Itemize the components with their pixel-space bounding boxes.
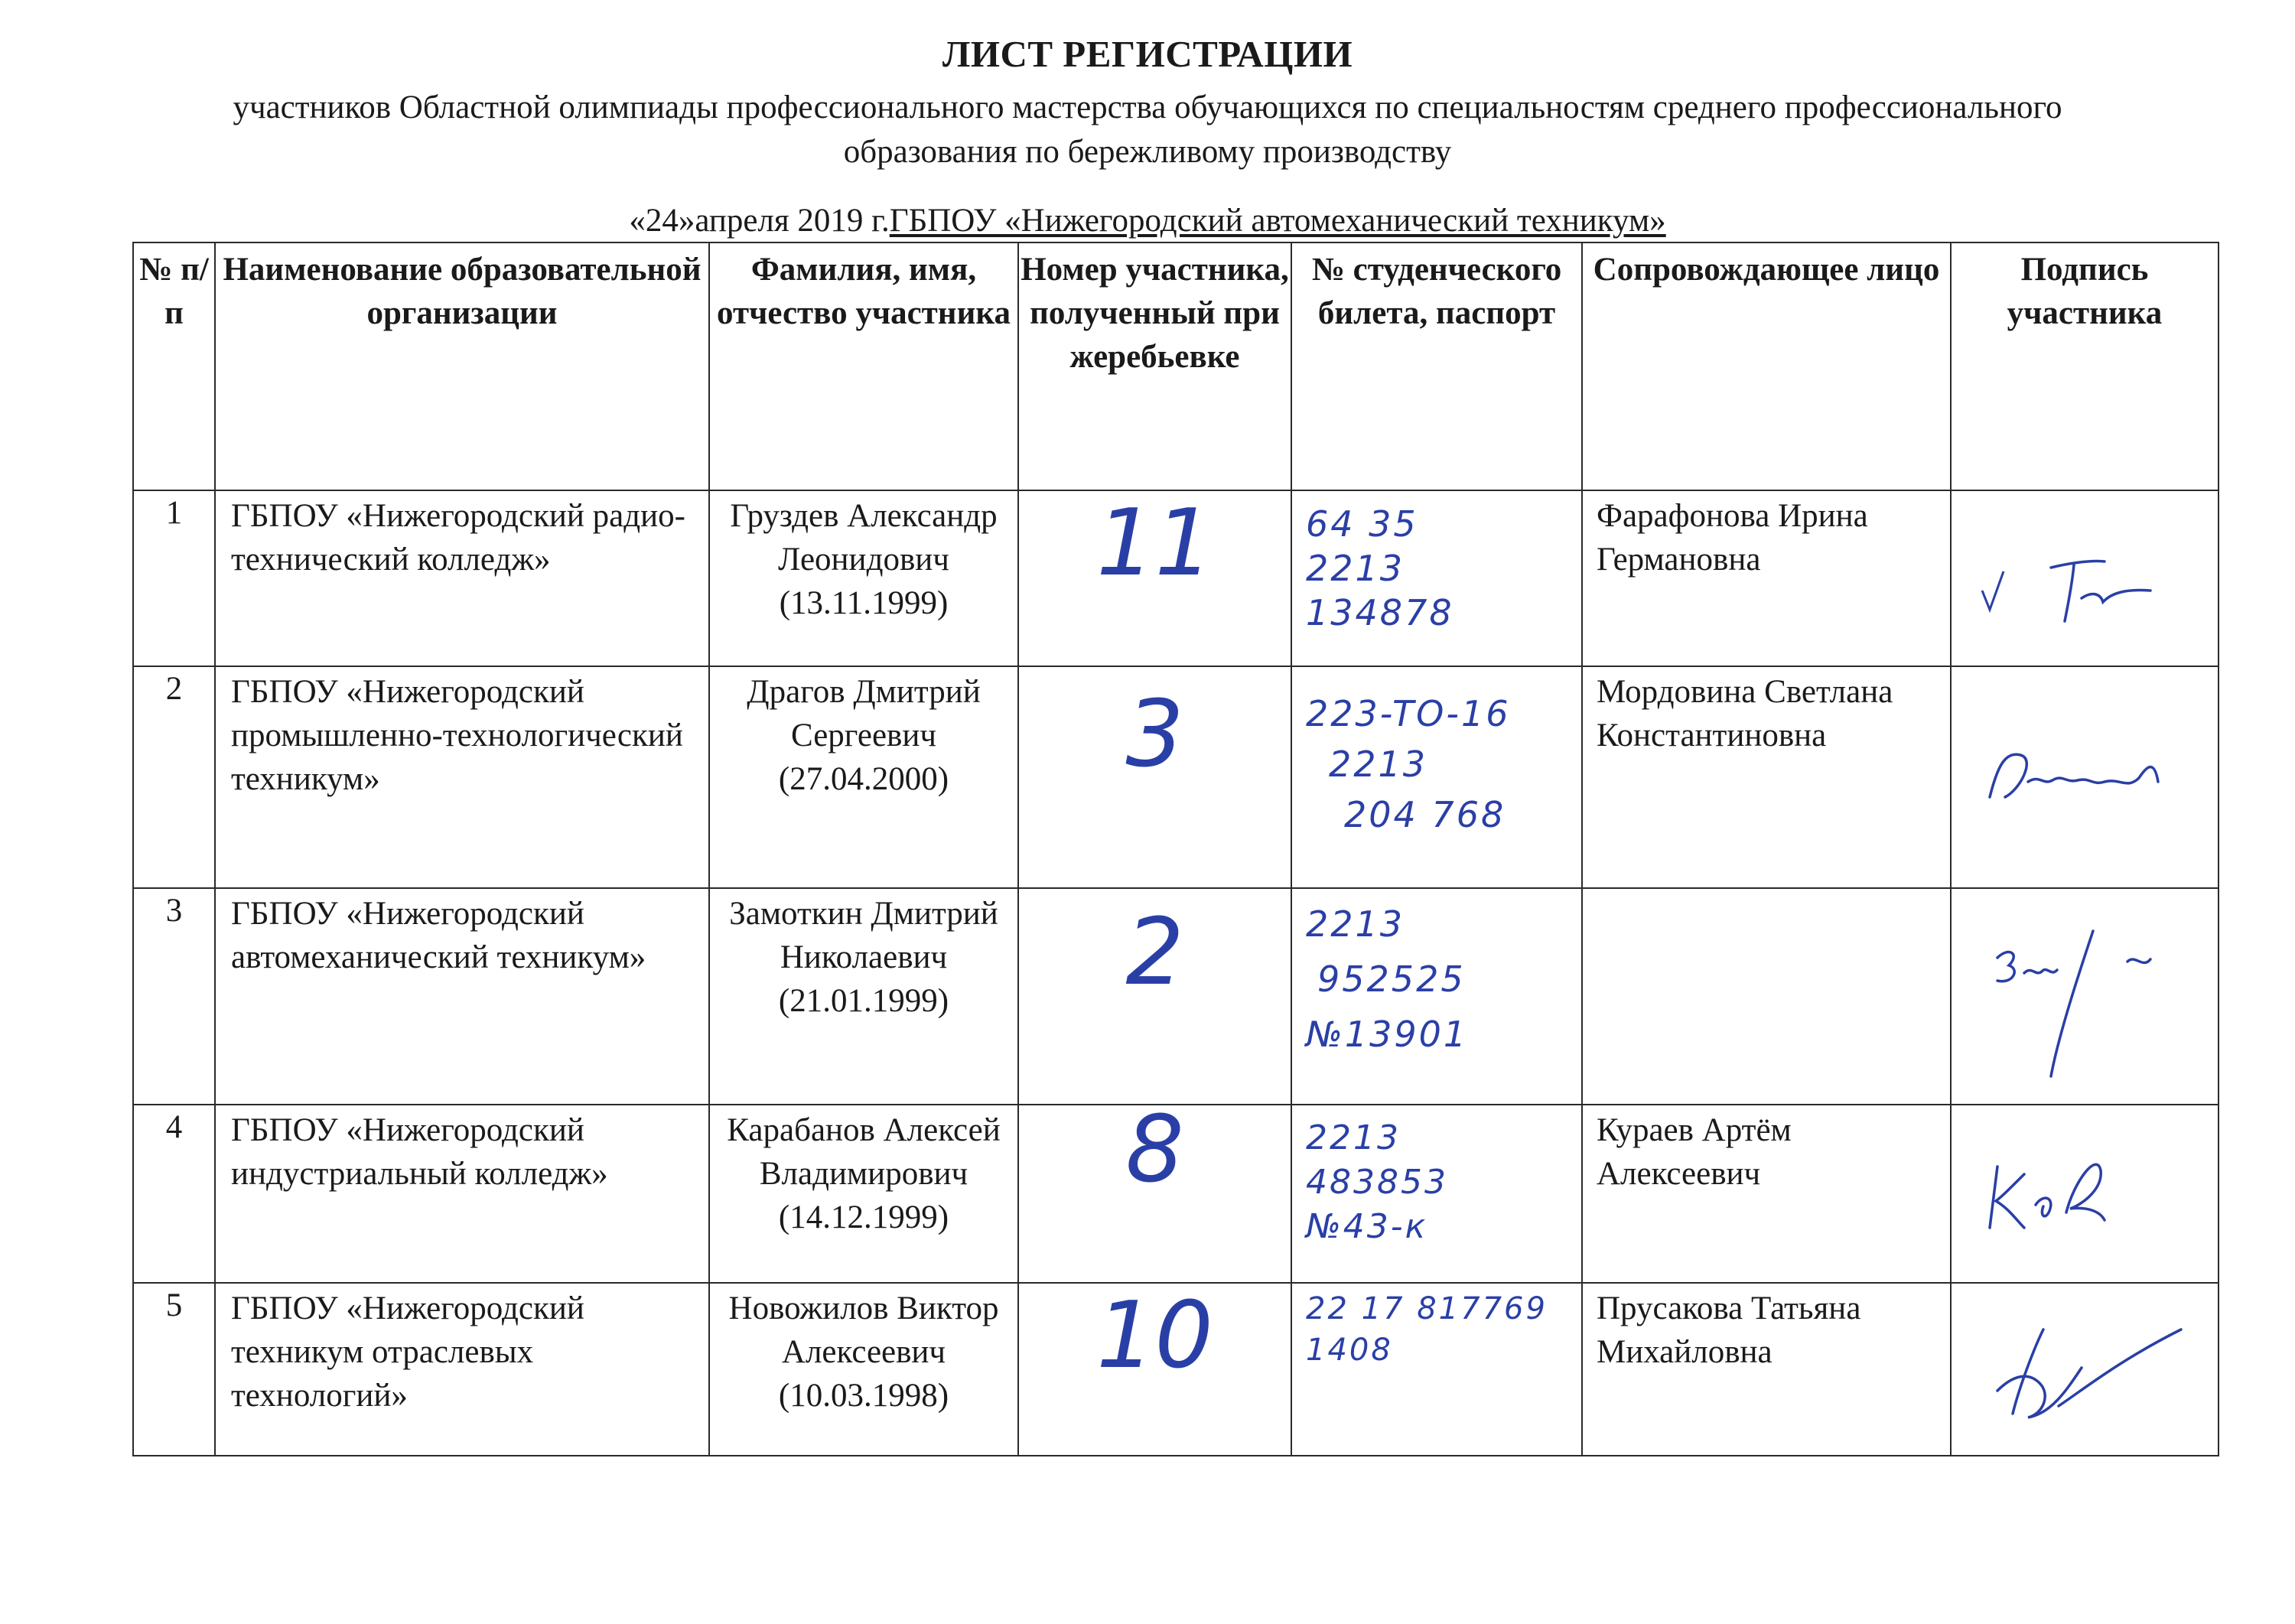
draw-number: 3 <box>1125 682 1184 788</box>
org-name: ГБПОУ «Нижегородский промышленно-технологический техникум» <box>215 666 709 888</box>
table-row <box>133 888 2218 1105</box>
participant-cell <box>709 1283 1018 1456</box>
draw-cell <box>1018 888 1291 1105</box>
signature-cell <box>1951 666 2218 888</box>
ticket-cell <box>1291 1105 1582 1283</box>
signature-cell <box>1951 888 2218 1105</box>
ticket-line: 134878 <box>1306 592 1454 633</box>
row-number: 5 <box>133 1283 215 1456</box>
draw-cell <box>1018 1105 1291 1283</box>
table-row <box>133 490 2218 666</box>
header-draw-number: Номер участника, полученный при жеребьевке <box>1018 242 1291 490</box>
escort-name: Прусакова Татьяна Михайловна <box>1582 1283 1951 1456</box>
participant-dob: (27.04.2000) <box>778 761 949 797</box>
signature-cell <box>1951 490 2218 666</box>
ticket-line: №13901 <box>1306 1014 1469 1055</box>
ticket-line: 223-TO-16 <box>1306 693 1511 734</box>
header-row <box>133 242 2218 490</box>
participant-dob: (21.01.1999) <box>778 983 949 1019</box>
participant-cell <box>709 490 1018 666</box>
org-name: ГБПОУ «Нижегородский радио-технический колледж» <box>215 490 709 666</box>
ticket-number <box>1306 1116 1448 1249</box>
registration-table <box>132 242 2219 1456</box>
ticket-cell <box>1291 1283 1582 1456</box>
org-name: ГБПОУ «Нижегородский техникум отраслевых технологий» <box>215 1283 709 1456</box>
escort-name <box>1582 888 1951 1105</box>
participant-cell <box>709 666 1018 888</box>
ticket-line: 1408 <box>1306 1333 1393 1368</box>
handwritten-signature <box>1967 904 2196 1095</box>
header-num: № п/п <box>133 242 215 490</box>
participant-name: Груздев Александр Леонидович <box>730 498 998 578</box>
signature-cell <box>1951 1283 2218 1456</box>
ticket-line: 2213 <box>1306 903 1405 945</box>
ticket-number <box>1306 502 1454 635</box>
row-number: 2 <box>133 666 215 888</box>
handwritten-signature <box>1967 1121 2196 1266</box>
draw-cell <box>1018 1283 1291 1456</box>
row-number: 3 <box>133 888 215 1105</box>
ticket-line: 204 768 <box>1344 794 1506 835</box>
draw-cell <box>1018 666 1291 888</box>
ticket-number <box>1306 688 1511 840</box>
participant-cell <box>709 1105 1018 1283</box>
ticket-number <box>1306 897 1468 1062</box>
participant-cell <box>709 888 1018 1105</box>
handwritten-signature <box>1967 506 2196 652</box>
header-signature: Подпись участника <box>1951 242 2218 490</box>
ticket-line: №43-к <box>1306 1207 1428 1246</box>
participant-dob: (10.03.1998) <box>778 1378 949 1414</box>
ticket-cell <box>1291 490 1582 666</box>
participant-name: Драгов Дмитрий Сергеевич <box>747 674 981 753</box>
ticket-line: 22 17 817769 <box>1306 1291 1548 1326</box>
row-number: 4 <box>133 1105 215 1283</box>
draw-number: 2 <box>1125 900 1184 1006</box>
header-org: Наименование образовательной организации <box>215 242 709 490</box>
participant-dob: (14.12.1999) <box>778 1199 949 1235</box>
draw-cell <box>1018 490 1291 666</box>
ticket-line: 2213 <box>1306 1118 1401 1157</box>
table-row <box>133 666 2218 888</box>
table-row <box>133 1283 2218 1456</box>
org-name: ГБПОУ «Нижегородский автомеханический техникум» <box>215 888 709 1105</box>
escort-name: Мордовина Светлана Константиновна <box>1582 666 1951 888</box>
handwritten-signature <box>1967 682 2196 858</box>
ticket-number <box>1306 1288 1548 1371</box>
ticket-cell <box>1291 888 1582 1105</box>
handwritten-signature <box>1967 1299 2196 1444</box>
participant-name: Карабанов Алексей Владимирович <box>727 1112 1001 1192</box>
header-ticket: № студенческого билета, паспорт <box>1291 242 1582 490</box>
participant-name: Замоткин Дмитрий Николаевич <box>729 896 998 975</box>
header-escort: Сопровождающее лицо <box>1582 242 1951 490</box>
ticket-cell <box>1291 666 1582 888</box>
ticket-line: 2213 <box>1306 548 1405 589</box>
escort-name: Фарафонова Ирина Германовна <box>1582 490 1951 666</box>
org-name: ГБПОУ «Нижегородский индустриальный колледж» <box>215 1105 709 1283</box>
event-venue: ГБПОУ «Нижегородский автомеханический техникум» <box>889 203 1666 239</box>
table-row <box>133 1105 2218 1283</box>
draw-number: 10 <box>1096 1283 1213 1389</box>
document-subtitle: участников Областной олимпиады профессионального мастерства обучающихся по специальностям среднего профессионального образования по бережливому производству <box>233 89 2062 170</box>
ticket-line: 2213 <box>1329 744 1428 785</box>
ticket-line: 952525 <box>1317 958 1466 1000</box>
row-number: 1 <box>133 490 215 666</box>
participant-dob: (13.11.1999) <box>779 585 949 621</box>
ticket-line: 483853 <box>1306 1163 1448 1202</box>
participant-name: Новожилов Виктор Алексеевич <box>728 1290 999 1370</box>
ticket-line: 64 35 <box>1306 503 1418 545</box>
escort-name: Кураев Артём Алексеевич <box>1582 1105 1951 1283</box>
draw-number: 11 <box>1096 490 1213 597</box>
header-fio: Фамилия, имя, отчество участника <box>709 242 1018 490</box>
document-title: ЛИСТ РЕГИСТРАЦИИ <box>942 33 1353 75</box>
signature-cell <box>1951 1105 2218 1283</box>
event-date: «24»апреля 2019 г. <box>629 203 890 239</box>
date-venue-line <box>0 200 2295 242</box>
draw-number: 8 <box>1125 1105 1184 1203</box>
